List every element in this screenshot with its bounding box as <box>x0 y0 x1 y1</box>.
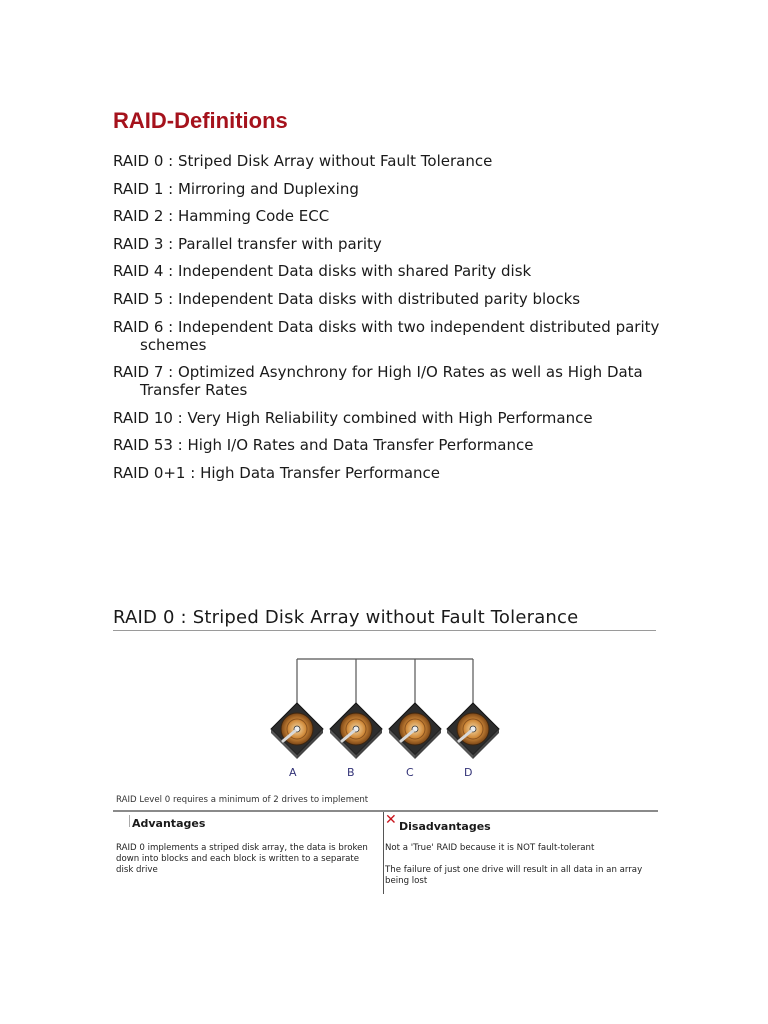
definition-raid-53: RAID 53 : High I/O Rates and Data Transfer Performance <box>113 436 534 455</box>
advantages-text: RAID 0 implements a striped disk array, the data is broken down into blocks and each block is written to a separate disk drive <box>116 843 368 875</box>
definition-raid-5: RAID 5 : Independent Data disks with distributed parity blocks <box>113 289 581 308</box>
advantages-header: Advantages <box>132 817 206 830</box>
hard-disk-icon <box>330 703 382 759</box>
definition-raid-3: RAID 3 : Parallel transfer with parity <box>113 234 382 253</box>
drive-label-d: D <box>464 766 473 779</box>
drive-label-a: A <box>289 766 297 779</box>
section-divider <box>113 630 656 631</box>
drive-label-b: B <box>347 766 355 779</box>
definition-raid-2: RAID 2 : Hamming Code ECC <box>113 207 330 226</box>
definition-raid-0-plus-1: RAID 0+1 : High Data Transfer Performance <box>113 463 441 482</box>
x-mark-icon: ✕ <box>385 812 397 828</box>
raid-0-diagram <box>260 655 510 785</box>
diagram-caption: RAID Level 0 requires a minimum of 2 drives to implement <box>116 795 369 805</box>
hard-disk-icon <box>389 703 441 759</box>
advantages-column-marker <box>129 815 130 827</box>
definition-raid-7: RAID 7 : Optimized Asynchrony for High I/O Rates as well as High Data Transfer Rates <box>113 363 643 400</box>
raid-definitions-list <box>113 152 673 492</box>
definition-raid-4: RAID 4 : Independent Data disks with shared Parity disk <box>113 262 532 281</box>
table-column-divider <box>383 812 384 894</box>
drive-label-c: C <box>406 766 414 779</box>
page-title: RAID-Definitions <box>113 108 288 133</box>
definition-raid-10: RAID 10 : Very High Reliability combined with High Performance <box>113 408 593 427</box>
disadvantages-item-2: The failure of just one drive will result in all data in an array being lost <box>385 865 643 886</box>
definition-raid-0: RAID 0 : Striped Disk Array without Fault Tolerance <box>113 152 493 170</box>
hard-disk-icon <box>271 703 323 759</box>
definition-raid-6: RAID 6 : Independent Data disks with two independent distributed parity schemes <box>113 317 660 354</box>
disadvantages-header: Disadvantages <box>399 820 491 833</box>
definition-raid-1: RAID 1 : Mirroring and Duplexing <box>113 179 359 198</box>
section-heading: RAID 0 : Striped Disk Array without Fault Tolerance <box>113 607 579 628</box>
hard-disk-icon <box>447 703 499 759</box>
disadvantages-item-1: Not a 'True' RAID because it is NOT fault-tolerant <box>385 843 595 853</box>
